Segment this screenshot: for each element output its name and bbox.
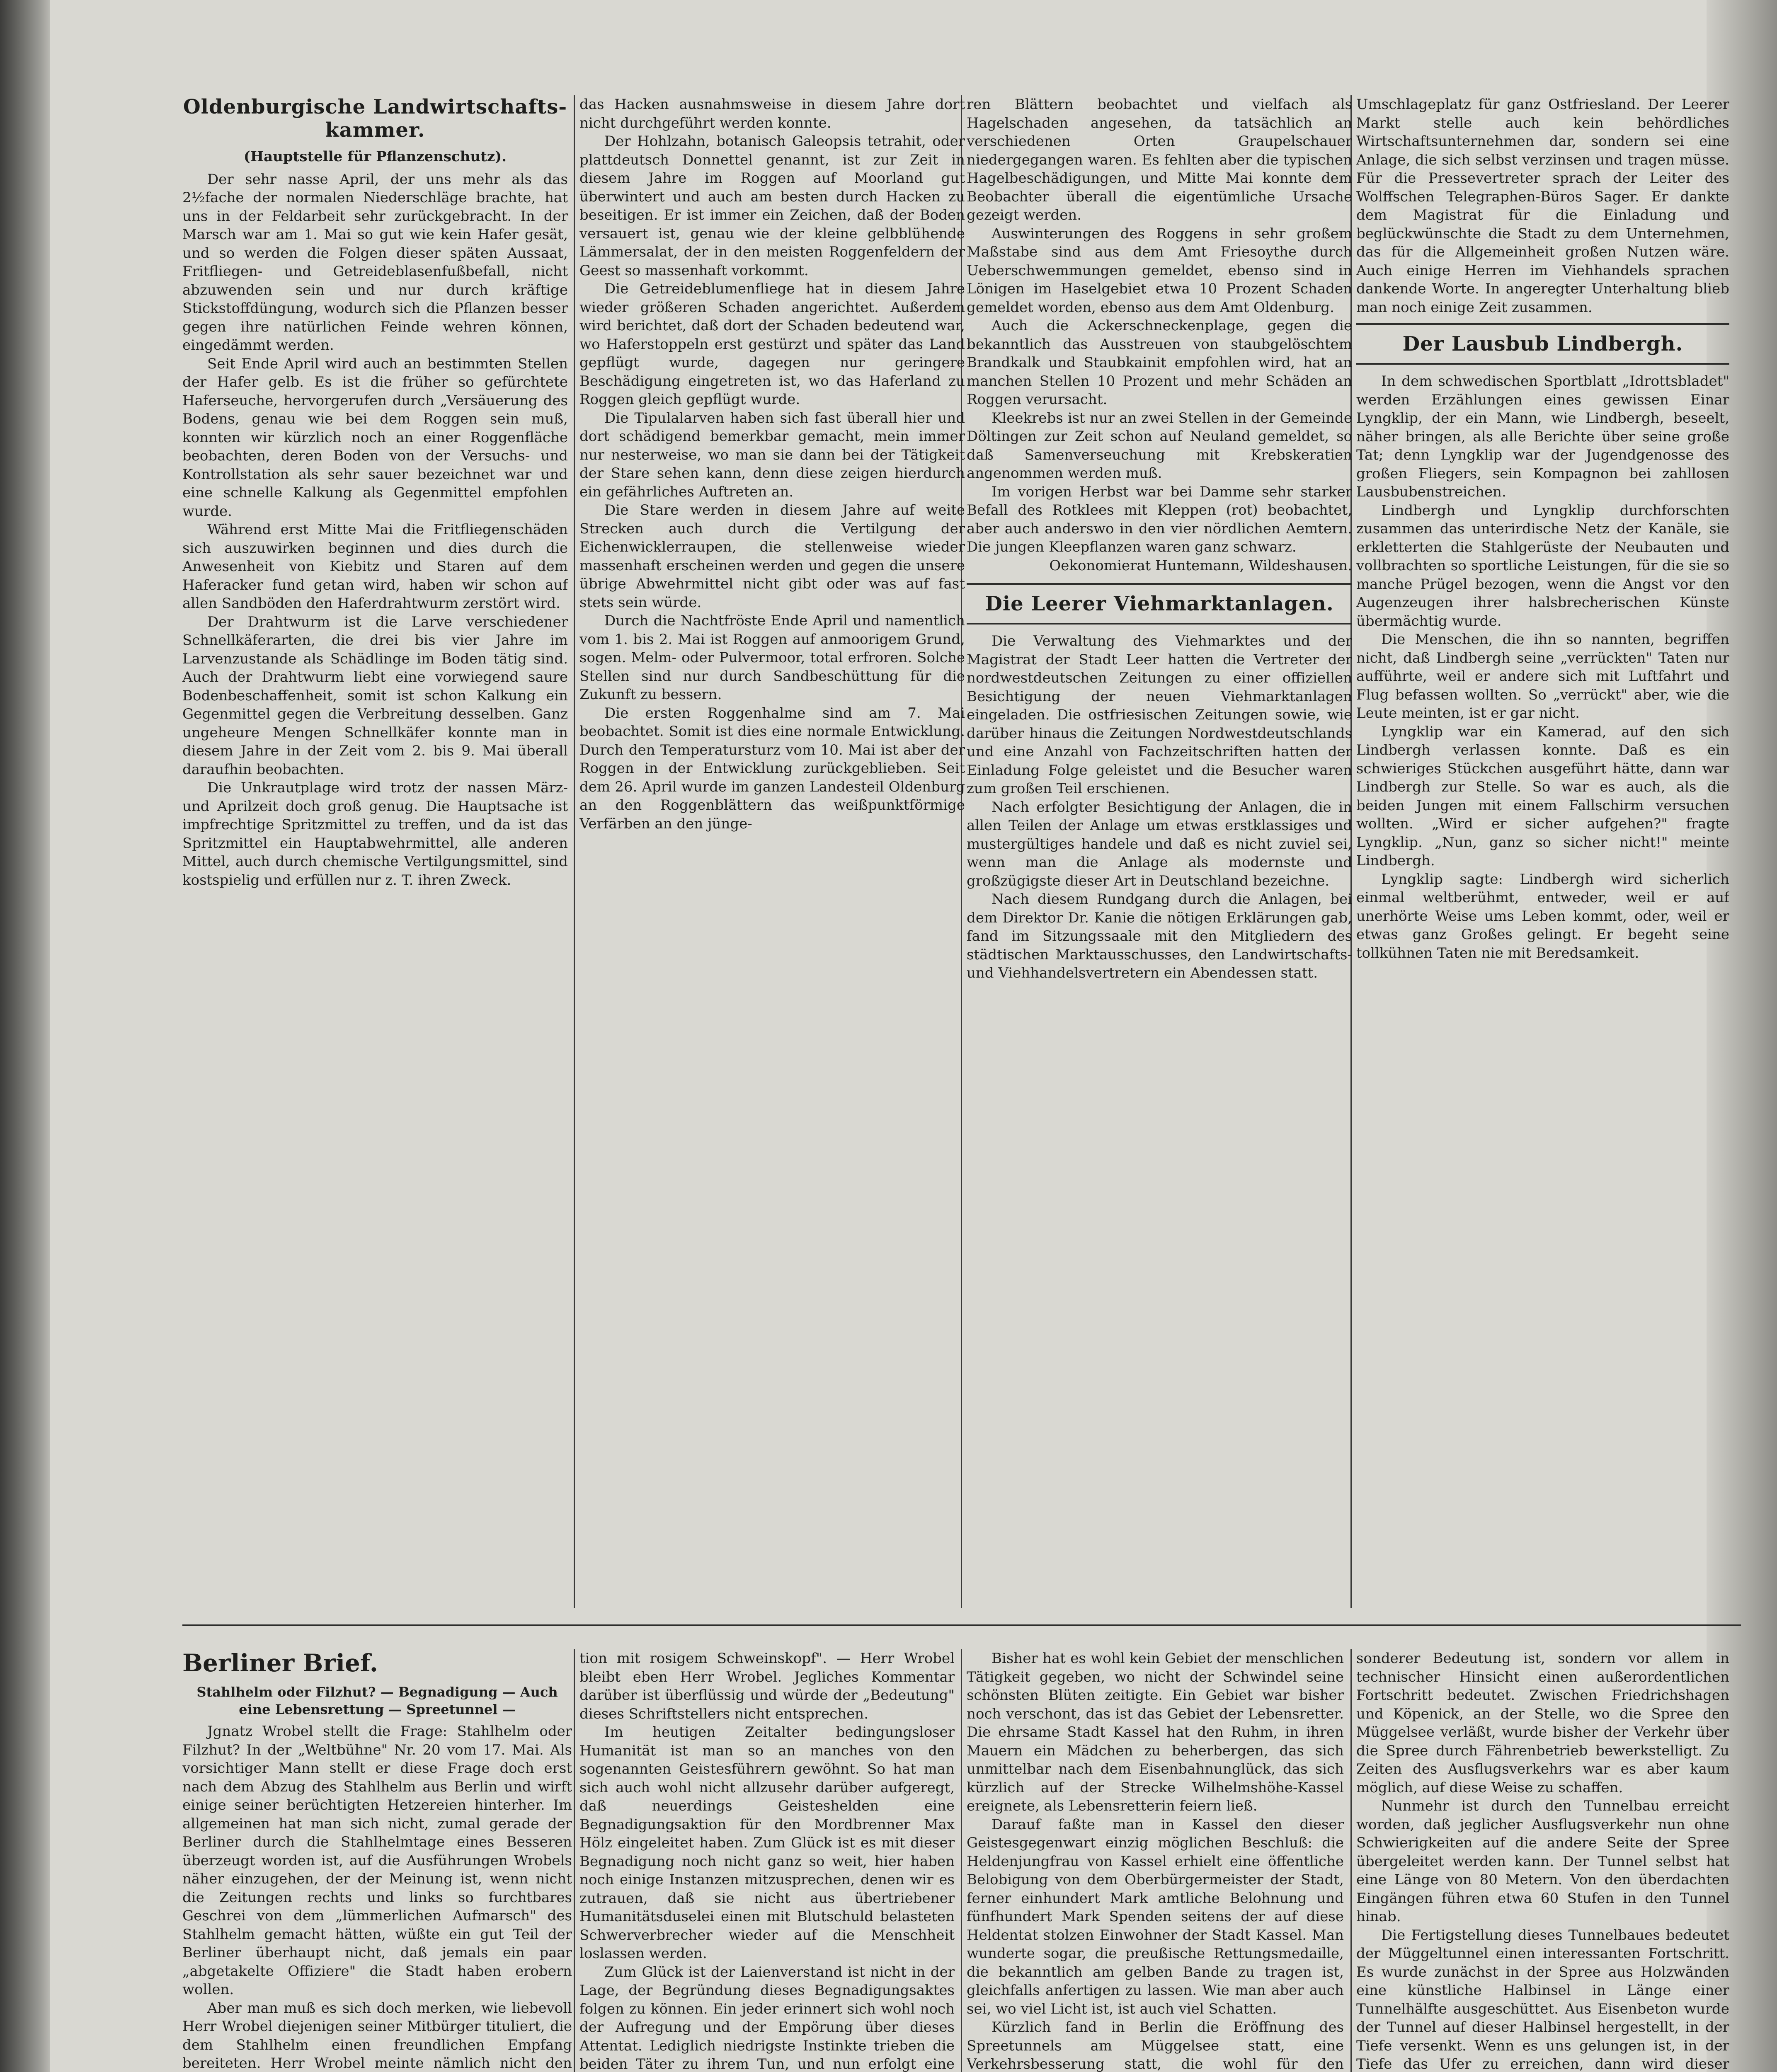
paragraph: ren Blättern beobachtet und vielfach als Hagelschaden angesehen, da tatsächlich an verschiedenen Orten Graupelschauer niedergegangen waren. Es fehlten aber die typischen Hagelbeschädigungen, und Mitte Mai konnte dem Beobachter überall die eigentümliche Ursache gezeigt werden. (967, 96, 1352, 223)
article-title: Der Lausbub Lindbergh. (1402, 332, 1683, 356)
paragraph: sonderer Bedeutung ist, sondern vor allem in technischer Hinsicht einen außerordentlichen Fortschritt bedeutet. Zwischen Friedrichshagen und Köpenick, an der Stelle, wo die Spree den Müggelsee verläßt, wurde bisher der Verkehr über die Spree durch Fährenbetrieb bewerkstelligt. Zu Zeiten des Ausflugsverkehrs war es aber kaum möglich, auf diese Weise zu schaffen. (1356, 1650, 1729, 1796)
paragraph: Der Hohlzahn, botanisch Galeopsis tetrahit, oder plattdeutsch Donnettel genannt, ist zur Zeit in diesem Jahre im Roggen auf Moorland gut überwintert und auch am besten durch Hacken zu beseitigen. Er ist immer ein Zeichen, daß der Boden versauert ist, genau wie der kleine gelbblühende Lämmersalat, der in den meisten Roggenfeldern der Geest so massenhaft vorkommt. (579, 133, 965, 279)
column-2 (579, 95, 965, 1612)
paragraph: Die Stare werden in diesem Jahre auf weite Strecken auch durch die Vertilgung der Eichenwicklerraupen, die stellenweise wieder massenhaft erscheinen werden und gegen die unsere übrige Abwehrmittel nicht gibt oder was auf fast stets sein würde. (579, 502, 965, 611)
paragraph: Kleekrebs ist nur an zwei Stellen in der Gemeinde Döltingen zur Zeit schon auf Neuland gemeldet, so daß Samenverseuchung mit Krebskeratien angenommen werden muß. (967, 409, 1352, 482)
column-rule (1350, 1649, 1352, 2072)
article-title: Die Leerer Viehmarktanlagen. (985, 592, 1334, 615)
paragraph: Nunmehr ist durch den Tunnelbau erreicht worden, daß jeglicher Ausflugsverkehr nun ohne Schwierigkeiten auf die andere Seite der Spree übergeleitet werden kann. Der Tunnel selbst hat eine Länge von 80 Metern. Von den überdachten Eingängen führen etwa 60 Stufen in den Tunnel hinab. (1356, 1798, 1729, 1925)
article-header-box (1356, 323, 1729, 365)
paragraph: Die ersten Roggenhalme sind am 7. Mai beobachtet. Somit ist dies eine normale Entwicklung. Durch den Temperatursturz vom 10. Mai ist aber der Roggen in der Entwicklung zurückgeblieben. Seit dem 26. April wurde im ganzen Landesteil Oldenburg an den Roggenblättern das weißpunktförmige Verfärben an den jünge- (579, 704, 965, 832)
paragraph: Der sehr nasse April, der uns mehr als das 2½fache der normalen Niederschläge brachte, hat uns in der Feldarbeit sehr zurückgebracht. In der Marsch war am 1. Mai so gut wie kein Hafer gesät, und so werden die Folgen dieser späten Aussaat, Fritfliegen- und Getreideblasenfußbefall, nicht abzuwenden sein und nur durch kräftige Stickstoffdüngung, wodurch sich die Pflanzen besser gegen ihre natürlichen Feinde wehren können, eingedämmt werden. (182, 171, 568, 353)
paragraph: Auswinterungen des Roggens in sehr großem Maßstabe sind aus dem Amt Friesoythe durch Ueberschwemmungen gemeldet, ebenso sind in Lönigen im Haselgebiet etwa 10 Prozent Schaden gemeldet worden, ebenso aus dem Amt Oldenburg. (967, 225, 1352, 316)
paragraph: Im vorigen Herbst war bei Damme sehr starker Befall des Rotklees mit Kleppen (rot) beobachtet, aber auch anderswo in den vier nördlichen Aemtern. Die jungen Kleepflanzen waren ganz schwarz. (967, 483, 1352, 555)
section-divider (182, 1624, 1741, 1626)
paragraph: Durch die Nachtfröste Ende April und namentlich vom 1. bis 2. Mai ist Roggen auf anmoorigem Grund, sogen. Melm- oder Pulvermoor, total erfroren. Solche Stellen sind nur durch Sandbeschüttung für die Zukunft zu bessern. (579, 612, 965, 703)
paragraph: Die Verwaltung des Viehmarktes und der Magistrat der Stadt Leer hatten die Vertreter der nordwestdeutschen Zeitungen zu einer offiziellen Besichtigung der neuen Viehmarktanlagen eingeladen. Die ostfriesischen Zeitungen sowie, wie darüber hinaus die Zeitungen Nordwestdeutschlands und eine Anzahl von Fachzeitschriften hatten der Einladung Folge geleistet und die Besucher waren zum großen Teil erschienen. (967, 633, 1352, 797)
paragraph: Im heutigen Zeitalter bedingungsloser Humanität ist man so an manches von den sogenannten Geistesführern gewöhnt. So hat man sich auch wohl nicht allzusehr darüber aufgeregt, daß neuerdings Geisteshelden eine Begnadigungsaktion für den Mordbrenner Max Hölz eingeleitet haben. Zum Glück ist es mit dieser Begnadigung noch nicht ganz so weit, hier haben noch einige Instanzen mitzusprechen, denen wir es zutrauen, daß sie nicht aus übertriebener Humanitätsduselei einen mit Blutschuld belasteten Schwerverbrecher wieder auf die Menschheit loslassen werden. (579, 1724, 955, 1962)
paragraph: Jgnatz Wrobel stellt die Frage: Stahlhelm oder Filzhut? In der „Weltbühne" Nr. 20 vom 17. Mai. Als vorsichtiger Mann stellt er diese Frage doch erst nach dem Abzug des Stahlhelm aus Berlin und wirft einige seiner berüchtigten Hetzereien hinterher. Im allgemeinen hat man sich nicht, zumal gerade der Berliner durch die Stahlhelmtage eines Besseren überzeugt worden ist, auf die Ausführungen Wrobels näher einzugehen, der der Meinung ist, wenn nicht die Zeitungen rechts und links so furchtbares Geschrei von dem „lümmerlichen Aufmarsch" des Stahlhelm gemacht hätten, wüßte ein gut Teil der Berliner überhaupt nicht, daß jemals ein paar „abgetakelte Offiziere" die Stadt haben erobern wollen. (182, 1723, 572, 1998)
column-2-bottom (579, 1649, 955, 2072)
paragraph: Der Drahtwurm ist die Larve verschiedener Schnellkäferarten, die drei bis vier Jahre im Larvenzustande als Schädlinge im Boden tätig sind. Auch der Drahtwurm liebt eine vorwiegend saure Bodenbeschaffenheit, somit ist schon Kalkung ein Gegenmittel gegen die Verbreitung desselben. Ganz ungeheure Mengen Schnellkäfer konnte man in diesem Jahre in der Zeit vom 2. bis 9. Mai überall daraufhin beobachten. (182, 613, 568, 778)
paragraph: Zum Glück ist der Laienverstand ist nicht in der Lage, der Begründung dieses Begnadigungsaktes folgen zu können. Ein jeder erinnert sich wohl noch der Aufregung und der Empörung über dieses Attentat. Lediglich niedrigste Instinkte trieben die beiden Täter zu ihrem Tun, und nun erfolgt eine (579, 1963, 955, 2072)
column-4-bottom (1356, 1649, 1729, 2072)
paragraph: Umschlageplatz für ganz Ostfriesland. Der Leerer Markt stelle auch kein behördliches Wirtschaftsunternehmen dar, sondern sei eine Anlage, die sich selbst verzinsen und tragen müsse. Für die Pressevertreter sprach der Leiter des Wolffschen Telegraphen-Büros Sager. Er dankte dem Magistrat für die Einladung und beglückwünschte die Stadt zu dem Unternehmen, das für die Allgemeinheit großen Nutzen wäre. Auch einige Herren im Viehhandels sprachen dankende Worte. In angeregter Unterhaltung blieb man noch einige Zeit zusammen. (1356, 96, 1729, 316)
paragraph: Lindbergh und Lyngklip durchforschten zusammen das unterirdische Netz der Kanäle, sie erkletterten die Stahlgerüste der Neubauten und vollbrachten so sportliche Leistungen, für die sie so manche Prügel bezogen, wenn die Angst vor den Augenzeugen ihrer halsbrecherischen Künste übermächtig wurde. (1356, 502, 1729, 629)
paragraph: Darauf faßte man in Kassel den dieser Geistesgegenwart einzig möglichen Beschluß: die Heldenjungfrau von Kassel erhielt eine öffentliche Belobigung von dem Oberbürgermeister der Stadt, ferner einhundert Mark amtliche Belohnung und fünfhundert Mark Spenden seitens der auf diese Heldentat stolzen Einwohner der Stadt Kassel. Man wunderte sogar, die preußische Rettungsmedaille, die bekanntlich am gelben Bande zu tragen ist, gleichfalls anfertigen zu lassen. Wie man aber auch sei, wo viel Licht ist, ist auch viel Schatten. (967, 1816, 1344, 2017)
column-3 (967, 95, 1352, 1612)
column-1 (182, 95, 568, 1612)
paragraph: Bisher hat es wohl kein Gebiet der menschlichen Tätigkeit gegeben, wo nicht der Schwindel seine schönsten Blüten zeitigte. Ein Gebiet war bisher noch verschont, das ist das Gebiet der Lebensretter. Die ehrsame Stadt Kassel hat den Ruhm, in ihren Mauern ein Mädchen zu beherbergen, das sich unmittelbar nach dem Eisenbahnunglück, das sich kürzlich auf der Strecke Wilhelmshöhe-Kassel ereignete, als Lebensretterin feiern ließ. (967, 1650, 1344, 1814)
paragraph: Lyngklip sagte: Lindbergh wird sicherlich einmal weltberühmt, entweder, weil er auf unerhörte Weise ums Leben kommt, oder, weil er etwas ganz Großes gelingt. Er begeht seine tollkühnen Taten nie mit Beredsamkeit. (1356, 871, 1729, 961)
paragraph: Aber man muß es sich doch merken, wie liebevoll Herr Wrobel diejenigen seiner Mitbürger tituliert, die dem Stahlhelm einen freundlichen Empfang bereiteten. Herr Wrobel meinte nämlich nicht den (182, 1999, 572, 2072)
paragraph: Kürzlich fand in Berlin die Eröffnung des Spreetunnels am Müggelsee statt, eine Verkehrsbesserung statt, die wohl für den (967, 2019, 1344, 2072)
article-subtitle: Stahlhelm oder Filzhut? — Begnadigung — Auch eine Lebensrettung — Spreetunnel — (196, 1684, 558, 1717)
paragraph: Lyngklip war ein Kamerad, auf den sich Lindbergh verlassen konnte. Daß es ein schwieriges Stückchen ausgeführt hätte, dann war Lindbergh zur Stelle. So war es auch, als die beiden Jungen mit einem Fallschirm versuchen wollten. „Wird er sicher aufgehen?" fragte Lyngklip. „Nun, ganz so sicher nicht!" meinte Lindbergh. (1356, 723, 1729, 869)
paragraph: In dem schwedischen Sportblatt „Idrottsbladet" werden Erzählungen eines gewissen Einar Lyngklip, der ein Mann, wie Lindbergh, beseelt, näher bringen, als alle Berichte über seine große Tat; denn Lyngklip war der Jugendgenosse des großen Fliegers, sein Kompagnon bei zahllosen Lausbubenstreichen. (1356, 373, 1729, 500)
paragraph: Nach erfolgter Besichtigung der Anlagen, die in allen Teilen der Anlage um etwas erstklassiges und mustergültiges handele und daß es nicht zuviel sei, wenn man die Anlage als modernste und großzügigste dieser Art in Deutschland bezeichne. (967, 799, 1352, 889)
paragraph: Die Tipulalarven haben sich fast überall hier und dort schädigend bemerkbar gemacht, mein immer nur nesterweise, wo man sie dann bei der Tätigkeit der Stare sehen kann, denn diese zeigen hierdurch ein gefährliches Auftreten an. (579, 409, 965, 500)
paragraph: Seit Ende April wird auch an bestimmten Stellen der Hafer gelb. Es ist die früher so gefürchtete Haferseuche, hervorgerufen durch „Versäuerung des Bodens, genau wie bei dem Roggen sein muß, konnten wir kürzlich noch an einer Roggenfläche beobachten, deren Boden von der Versuchs- und Kontrollstation als sehr sauer bezeichnet war und eine schnelle Kalkung als Gegenmittel empfohlen wurde. (182, 355, 568, 520)
column-rule (961, 1649, 962, 2072)
paragraph: Auch die Ackerschneckenplage, gegen die bekanntlich das Ausstreuen von staubgelöschtem Brandkalk und Staubkainit empfohlen wird, hat an manchen Stellen 10 Prozent und mehr Schäden an Roggen verursacht. (967, 317, 1352, 408)
column-4 (1356, 95, 1729, 1612)
paragraph: Die Fertigstellung dieses Tunnelbaues bedeutet der Müggeltunnel einen interessanten Fortschritt. Es wurde zunächst in der Spree aus Holzwänden eine künstliche Halbinsel in Länge einer Tunnelhälfte ausgeschüttet. Aus Eisenbeton wurde der Tunnel auf dieser Halbinsel hergestellt, in der Tiefe versenkt. Wenn es uns gelungen ist, in der Tiefe das Ufer zu erreichen, dann wird dieser (1356, 1927, 1729, 2072)
article-title: Berliner Brief. (182, 1649, 378, 1677)
paragraph: Während erst Mitte Mai die Fritfliegenschäden sich auszuwirken beginnen und dies durch die Anwesenheit von Kiebitz und Staren auf dem Haferacker fund getan wird, haben wir schon auf allen Sandböden den Haferdrahtwurm zerstört wird. (182, 521, 568, 612)
paragraph: tion mit rosigem Schweinskopf". — Herr Wrobel bleibt eben Herr Wrobel. Jegliches Kommentar darüber ist überflüssig und würde der „Bedeutung" dieses Schriftstellers nicht entsprechen. (579, 1650, 955, 1722)
book-binding (0, 0, 50, 2072)
article-header-box (967, 583, 1352, 625)
column-rule (574, 1649, 575, 2072)
author-signature: Oekonomierat Huntemann, Wildeshausen. (1049, 557, 1352, 574)
paragraph: Die Menschen, die ihn so nannten, begriffen nicht, daß Lindbergh seine „verrückten" Taten nur aufführte, weil er andere sich mit Luftfahrt und Flug befassen wollten. So „verrückt" aber, wie die Leute meinten, ist er gar nicht. (1356, 631, 1729, 721)
paragraph: Nach diesem Rundgang durch die Anlagen, bei dem Direktor Dr. Kanie die nötigen Erklärungen gab, fand im Sitzungssaale mit den Mitgliedern des städtischen Marktausschusses, den Landwirtschafts- und Viehhandelsvertretern ein Abendessen statt. (967, 891, 1352, 981)
paragraph: das Hacken ausnahmsweise in diesem Jahre dort nicht durchgeführt werden konnte. (579, 96, 965, 131)
column-3-bottom (967, 1649, 1344, 2072)
paragraph: Die Unkrautplage wird trotz der nassen März- und Aprilzeit doch groß genug. Die Hauptsache ist impfrechtige Spritzmittel zu treffen, und da ist das Spritzmittel ein Hauptabwehrmittel, alle anderen Mittel, auch durch chemische Vertilgungsmittel, sind kostspielig und erfüllen nur z. T. ihren Zweck. (182, 779, 568, 888)
column-rule (574, 95, 575, 1608)
paragraph: Die Getreideblumenfliege hat in diesem Jahre wieder größeren Schaden angerichtet. Außerdem wird berichtet, daß dort der Schaden bedeutend war, wo Haferstoppeln erst gestürzt und später das Land gepflügt wurde, dagegen nur geringere Beschädigung eingetreten ist, wo das Haferland zu Roggen gleich gepflügt wurde. (579, 281, 965, 408)
column-1-bottom (182, 1649, 572, 2072)
article-title: Oldenburgische Landwirtschafts-kammer. (183, 95, 567, 142)
article-subtitle: (Hauptstelle für Pflanzenschutz). (243, 148, 507, 165)
